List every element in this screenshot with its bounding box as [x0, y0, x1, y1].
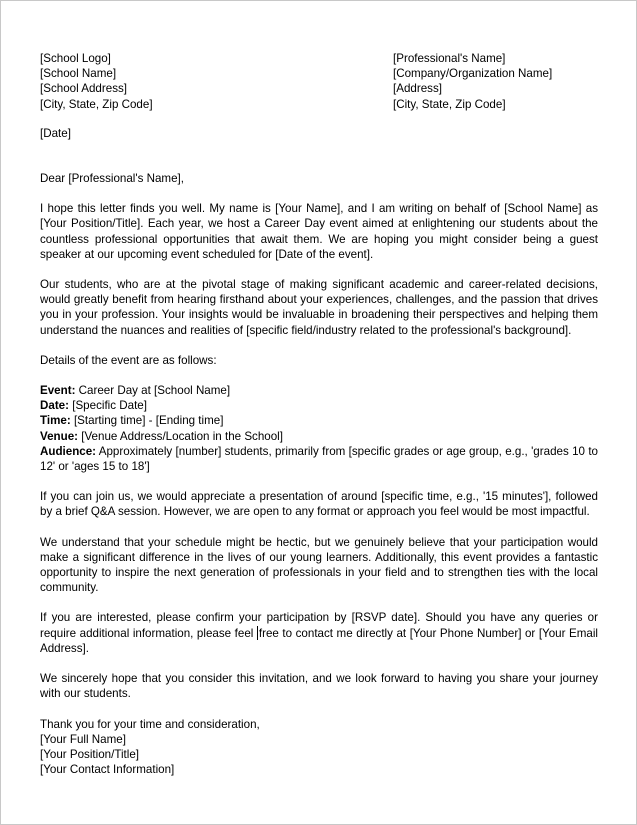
letter-body	[40, 51, 598, 777]
detail-date-value: [Specific Date]	[69, 399, 147, 413]
detail-audience-value: Approximately [number] students, primarily from [specific grades or age group, e.g., 'grades 10 to 12' or 'ages 15 to 18']	[40, 444, 598, 474]
school-name: [School Name]	[40, 67, 117, 81]
detail-time-label: Time:	[40, 414, 71, 428]
detail-event	[40, 383, 598, 398]
recipient-block	[393, 51, 598, 112]
letter-header	[40, 51, 598, 112]
understand-paragraph: We understand that your schedule might be hectic, but we genuinely believe that your participation would make a significant difference in the lives of our young learners. Additionally, this event provides a fantastic opportunity to inspire the next generation of professionals in your field and to strengthen ties with the local community.	[40, 535, 598, 595]
detail-venue-value: [Venue Address/Location in the School]	[78, 429, 283, 443]
students-paragraph: Our students, who are at the pivotal stage of making significant academic and career-related decisions, would greatly benefit from hearing firsthand about your experiences, challenges, and the passion that drives you in your profession. Your insights would be invaluable in broadening their perspectives and helping them understand the nuances and realities of [specific field/industry related to the professional's background].	[40, 278, 598, 337]
signoff-block	[40, 717, 598, 778]
intro-paragraph: I hope this letter finds you well. My name is [Your Name], and I am writing on behalf of [School Name] as [Your Position/Title]. Each year, we host a Career Day event aimed at enlightening our students about the countless professional opportunities that await them. We are hoping you might consider being a guest speaker at our upcoming event scheduled for [Date of the event].	[40, 202, 598, 261]
detail-time-value: [Starting time] - [Ending time]	[70, 414, 224, 428]
detail-date-label: Date:	[40, 399, 69, 413]
school-logo-placeholder: [School Logo]	[40, 52, 111, 65]
presentation-paragraph: If you can join us, we would appreciate a presentation of around [specific time, e.g., '15 minutes'], followed by a brief Q&A session. However, we are open to any format or approach you feel would be most impactful.	[40, 490, 598, 519]
recipient-city: [City, State, Zip Code]	[393, 97, 506, 111]
details-intro: Details of the event are as follows:	[40, 353, 217, 367]
signoff-thanks: Thank you for your time and consideration,	[40, 717, 260, 731]
recipient-address: [Address]	[393, 82, 442, 96]
text-cursor	[257, 626, 258, 640]
detail-venue	[40, 429, 598, 444]
signoff-contact: [Your Contact Information]	[40, 763, 175, 777]
salutation: Dear [Professional's Name],	[40, 172, 184, 186]
school-address: [School Address]	[40, 82, 128, 96]
confirm-text-before: If you are interested, please confirm your participation by [RSVP date]. Should you have any queries or require additional information, please feel	[40, 611, 598, 640]
detail-venue-label: Venue:	[40, 429, 79, 443]
detail-time	[40, 413, 598, 428]
recipient-company: [Company/Organization Name]	[393, 67, 553, 81]
detail-audience	[40, 444, 598, 474]
letter-date: [Date]	[40, 126, 71, 140]
closing-paragraph: We sincerely hope that you consider this invitation, and we look forward to having you share your journey with our students.	[40, 672, 598, 701]
detail-event-value: Career Day at [School Name]	[75, 384, 231, 398]
detail-audience-label: Audience:	[40, 444, 97, 458]
confirm-paragraph	[40, 610, 598, 656]
event-details	[40, 383, 598, 474]
signoff-full-name: [Your Full Name]	[40, 732, 126, 746]
confirm-text-after: free to contact me directly at [Your Phone Number] or [Your Email Address].	[40, 626, 598, 655]
sender-block	[40, 51, 153, 112]
school-city: [City, State, Zip Code]	[40, 97, 153, 111]
detail-event-label: Event:	[40, 384, 76, 398]
recipient-name: [Professional's Name]	[393, 52, 506, 65]
signoff-position: [Your Position/Title]	[40, 747, 140, 761]
detail-date	[40, 398, 598, 413]
